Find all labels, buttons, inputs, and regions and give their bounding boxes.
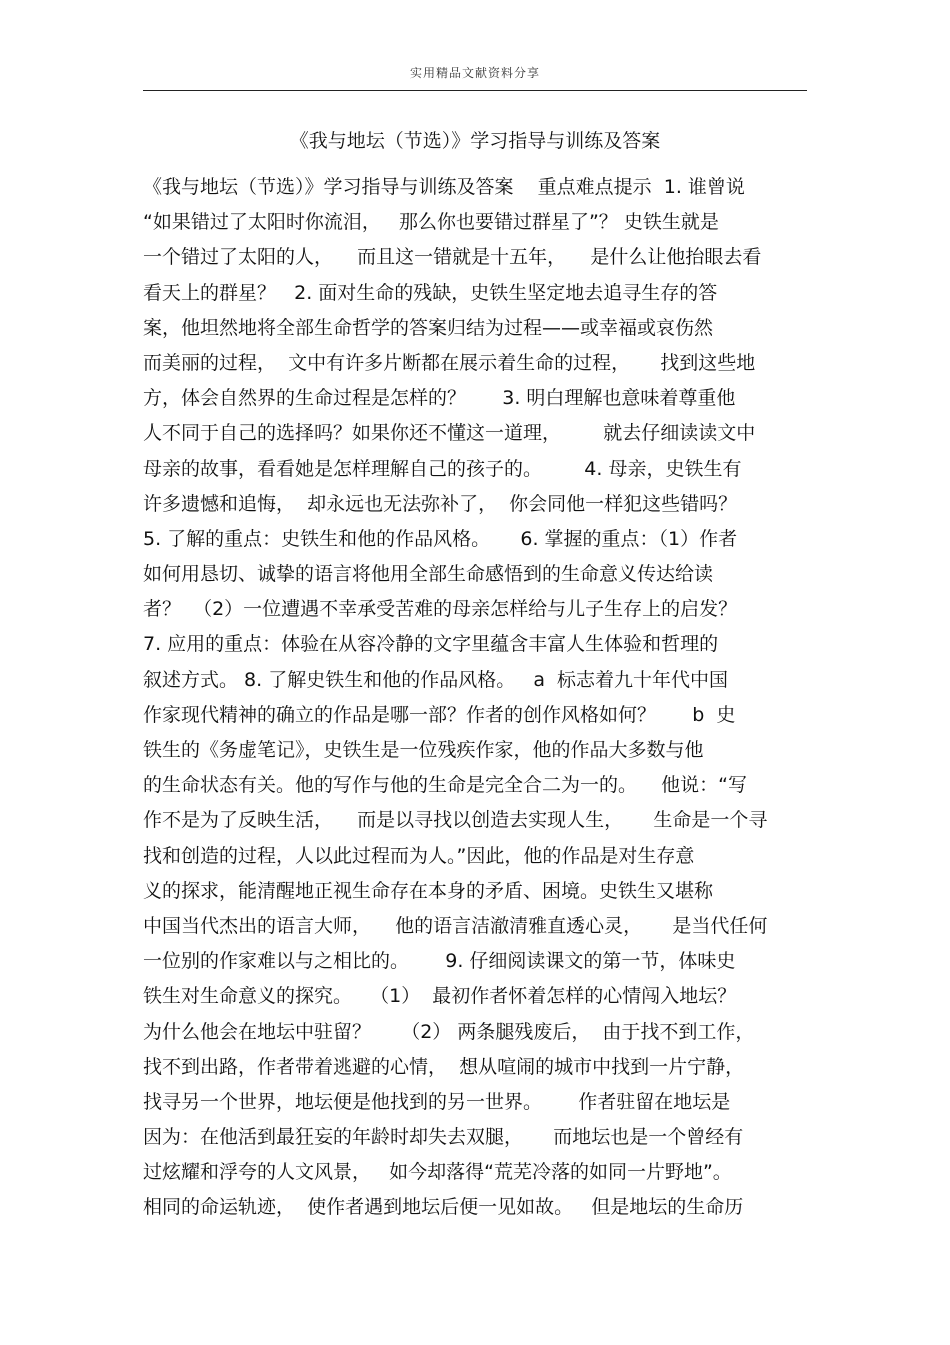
header-divider <box>143 90 807 91</box>
body-line: 而美丽的过程， 文中有许多片断都在展示着生命的过程， 找到这些地 <box>143 351 756 374</box>
body-line: 一位别的作家难以与之相比的。 9. 仔细阅读课文的第一节，体味史 <box>143 950 736 973</box>
body-line: 方，体会自然界的生命过程是怎样的？ 3. 明白理解也意味着尊重他 <box>143 387 736 410</box>
body-line: “如果错过了太阳时你流泪， 那么你也要错过群星了”？ 史铁生就是 <box>143 211 719 234</box>
page-header: 实用精品文献资料分享 <box>409 66 540 80</box>
body-line: 人不同于自己的选择吗？如果你还不懂这一道理， 就去仔细读读文中 <box>143 422 756 445</box>
body-line: 叙述方式。 8. 了解史铁生和他的作品风格。 a 标志着九十年代中国 <box>143 668 729 691</box>
body-line: 母亲的故事，看看她是怎样理解自己的孩子的。 4. 母亲，史铁生有 <box>143 457 742 480</box>
body-line: 5. 了解的重点：史铁生和他的作品风格。 6. 掌握的重点：（1）作者 <box>143 527 738 550</box>
body-line: 案，他坦然地将全部生命哲学的答案归结为过程——或幸福或哀伤然 <box>143 316 714 339</box>
body-line: 一个错过了太阳的人， 而且这一错就是十五年， 是什么让他抬眼去看 <box>143 246 762 269</box>
document-title: 《我与地坛（节选）》学习指导与训练及答案 <box>289 130 661 152</box>
body-line: 7. 应用的重点：体验在从容冷静的文字里蕴含丰富人生体验和哲理的 <box>143 633 719 656</box>
body-line: 找不到出路，作者带着逃避的心情， 想从喧闹的城市中找到一片宁静， <box>143 1055 745 1078</box>
body-line: 中国当代杰出的语言大师， 他的语言洁澈清雅直透心灵， 是当代任何 <box>143 914 768 937</box>
body-line: 《我与地坛（节选）》学习指导与训练及答案 重点难点提示 1. 谁曾说 <box>143 176 745 198</box>
body-line: 义的探求，能清醒地正视生命存在本身的矛盾、困境。史铁生又堪称 <box>143 879 714 902</box>
body-line: 相同的命运轨迹， 使作者遇到地坛后便一见如故。 但是地坛的生命历 <box>143 1196 744 1219</box>
body-line: 作不是为了反映生活， 而是以寻找以创造去实现人生， 生命是一个寻 <box>143 809 768 832</box>
body-line: 者？ （2）一位遭遇不幸承受苦难的母亲怎样给与儿子生存上的启发？ <box>143 598 738 621</box>
body-line: 铁生的《务虚笔记》，史铁生是一位残疾作家，他的作品大多数与他 <box>143 739 704 761</box>
body-line: 为什么他会在地坛中驻留？ （2） 两条腿残废后， 由于找不到工作， <box>143 1020 755 1043</box>
body-line: 看天上的群星？ 2. 面对生命的残缺，史铁生坚定地去追寻生存的答 <box>143 281 718 304</box>
body-line: 因为：在他活到最狂妄的年龄时却失去双腿， 而地坛也是一个曾经有 <box>143 1126 744 1149</box>
body-line: 作家现代精神的确立的作品是哪一部？作者的创作风格如何？ b 史 <box>143 703 736 726</box>
body-line: 找和创造的过程，人以此过程而为人。”因此，他的作品是对生存意 <box>143 844 695 867</box>
body-line: 过炫耀和浮夸的人文风景， 如今却落得“荒芜冷落的如同一片野地”。 <box>143 1161 732 1184</box>
body-line: 的生命状态有关。他的写作与他的生命是完全合二为一的。 他说：“写 <box>143 774 748 797</box>
document-body <box>143 170 807 1226</box>
body-line: 许多遗憾和追悔， 却永远也无法弥补了， 你会同他一样犯这些错吗？ <box>143 492 738 515</box>
body-line: 铁生对生命意义的探究。 （1） 最初作者怀着怎样的心情闯入地坛？ <box>143 985 737 1008</box>
body-line: 如何用恳切、诚挚的语言将他用全部生命感悟到的生命意义传达给读 <box>143 563 714 586</box>
body-line: 找寻另一个世界，地坛便是他找到的另一世界。 作者驻留在地坛是 <box>143 1090 731 1113</box>
